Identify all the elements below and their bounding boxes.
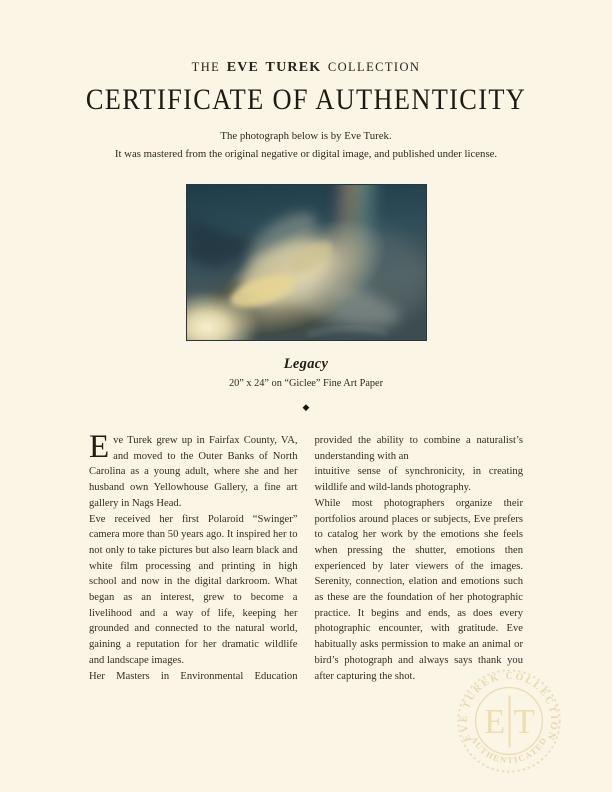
artwork-title: Legacy: [283, 356, 329, 372]
seal-arc-bottom-text: AUTHENTICATED: [468, 734, 550, 766]
certificate-header: [0, 0, 612, 163]
subtitle-line-2: It was mastered from the original negative or digital image, and published under license.: [114, 147, 498, 160]
page-title: CERTIFICATE OF AUTHENTICITY: [85, 83, 527, 116]
artwork-caption: [0, 356, 612, 389]
ocean-wave-illustration: [187, 185, 426, 340]
drop-cap: E: [89, 429, 110, 465]
collection-pre: THE: [191, 60, 221, 74]
subtitle-line-1: The photograph below is by Eve Turek.: [220, 130, 392, 142]
artwork-size: 20” x 24” on “Giclee” Fine Art Paper: [228, 378, 384, 389]
bio-paragraph-text: ve Turek grew up in Fairfax County, VA, and moved to the Outer Banks of North Carolina as a young adult, where she and her husband own Yellowhouse Gallery, a fine art gallery in Nags Head.: [89, 435, 298, 509]
authenticity-seal: [433, 645, 585, 792]
bio-paragraph: intuitive sense of synchronicity, in creating wildlife and wild-lands photography.: [314, 466, 523, 494]
bio-paragraph: Her Masters in Environmental Education: [89, 670, 298, 682]
seal-arc-top-text: EVE TUREK COLLECTION: [458, 670, 560, 743]
seal-graphic: [433, 645, 585, 792]
bio-paragraph: While most photographers organize their portfolios around places or subjects, Eve prefers to catalog her work by the emotions she feels when pressing the shutter, emotions then experienced by later viewers of the images. Serenity, connection, elation and emotions such as these are the foundation of her photographic practice. It begins and ends, as does every photographic encounter, with gratitude. Eve habitually asks permission to make an animal or bird’s photograph and always says thank you after capturing the shot.: [314, 497, 523, 682]
bio-paragraph: provided the ability to combine a naturalist’s understanding with an: [314, 435, 523, 462]
bio-column-left: [89, 429, 298, 684]
collection-name: EVE TUREK: [226, 60, 322, 75]
bio-paragraph: Eve received her first Polaroid “Swinger” camera more than 50 years ago. It inspired her to not only to take pictures but also learn black and white film processing and printing in high school and now in the digital darkroom. What began as an interest, grew to become a livelihood and a way of life, keeping her grounded and connected to the natural world, gaining a reputation for her dramatic wildlife and landscape images.: [89, 513, 298, 666]
seal-monogram-e: E: [484, 703, 506, 742]
bio-paragraph: [89, 429, 298, 512]
seal-monogram-t: T: [513, 703, 535, 742]
collection-header: [0, 60, 612, 76]
diamond-icon: ◆: [302, 402, 310, 412]
subtitle-block: [0, 128, 612, 163]
collection-post: COLLECTION: [327, 60, 421, 74]
artwork-photo: [186, 184, 427, 341]
